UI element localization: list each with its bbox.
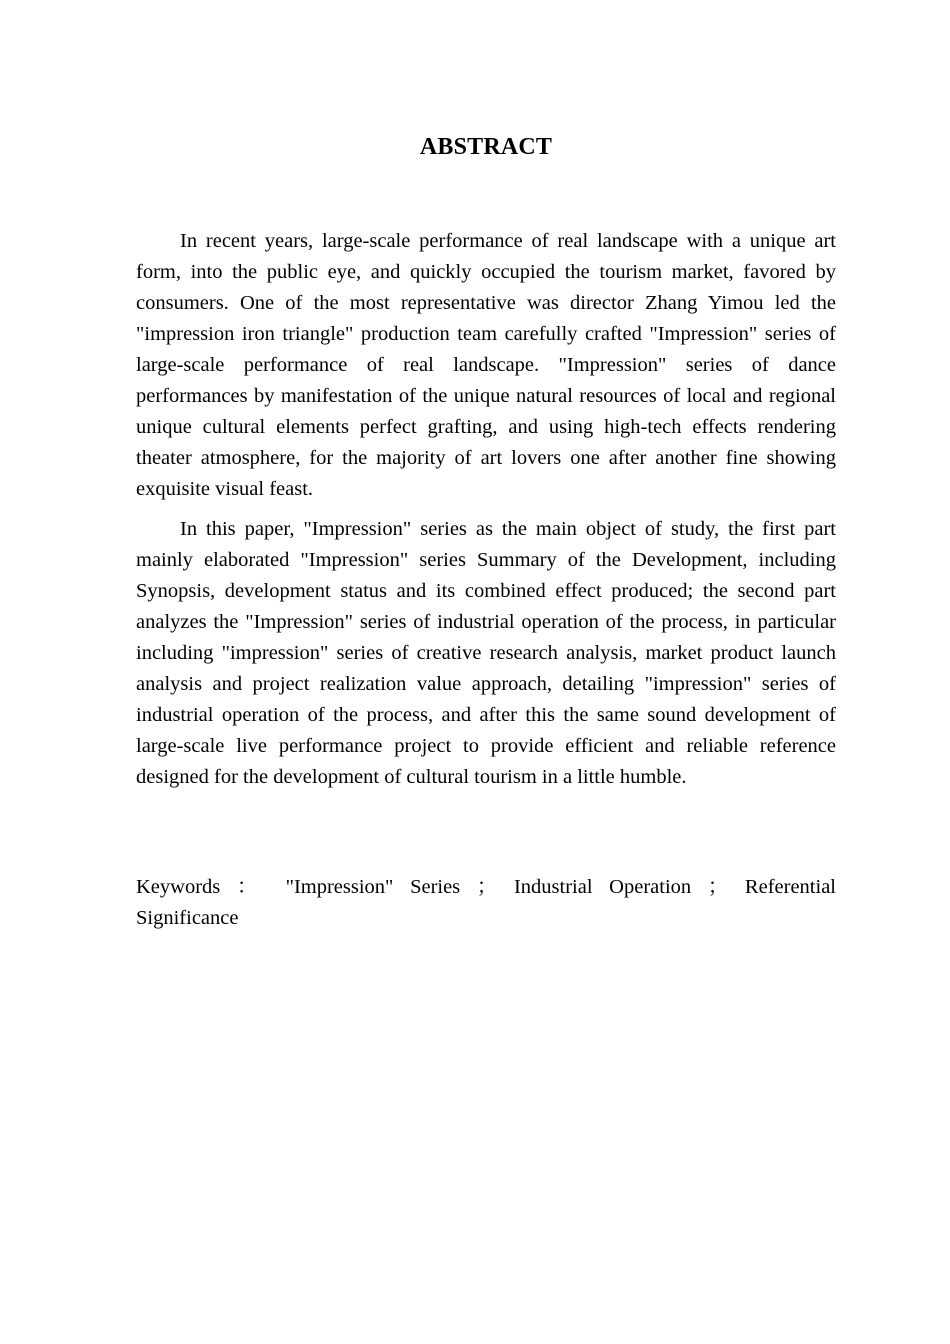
abstract-body: [136, 226, 836, 802]
abstract-paragraph-1: In recent years, large-scale performance of real landscape with a unique art form, into the public eye, and quickly occupied the tourism market, favored by consumers. One of the most representative was director Zhang Yimou led the "impression iron triangle" production team carefully crafted "Impression" series of large-scale performance of real landscape. "Impression" series of dance performances by manifestation of the unique natural resources of local and regional unique cultural elements perfect grafting, and using high-tech effects rendering theater atmosphere, for the majority of art lovers one after another fine showing exquisite visual feast.: [136, 230, 836, 500]
abstract-title: ABSTRACT: [419, 134, 553, 160]
abstract-paragraph-2: In this paper, "Impression" series as the main object of study, the first part mainly elaborated "Impression" series Summary of the Development, including Synopsis, development status and its combined effect produced; the second part analyzes the "Impression" series of industrial operation of the process, in particular including "impression" series of creative research analysis, market product launch analysis and project realization value approach, detailing "impression" series of industrial operation of the process, and after this the same sound development of large-scale live performance project to provide efficient and reliable reference designed for the development of cultural tourism in a little humble.: [136, 518, 836, 788]
keywords-line: Keywords ： "Impression" Series ； Industrial Operation ； Referential Significance: [136, 876, 836, 929]
